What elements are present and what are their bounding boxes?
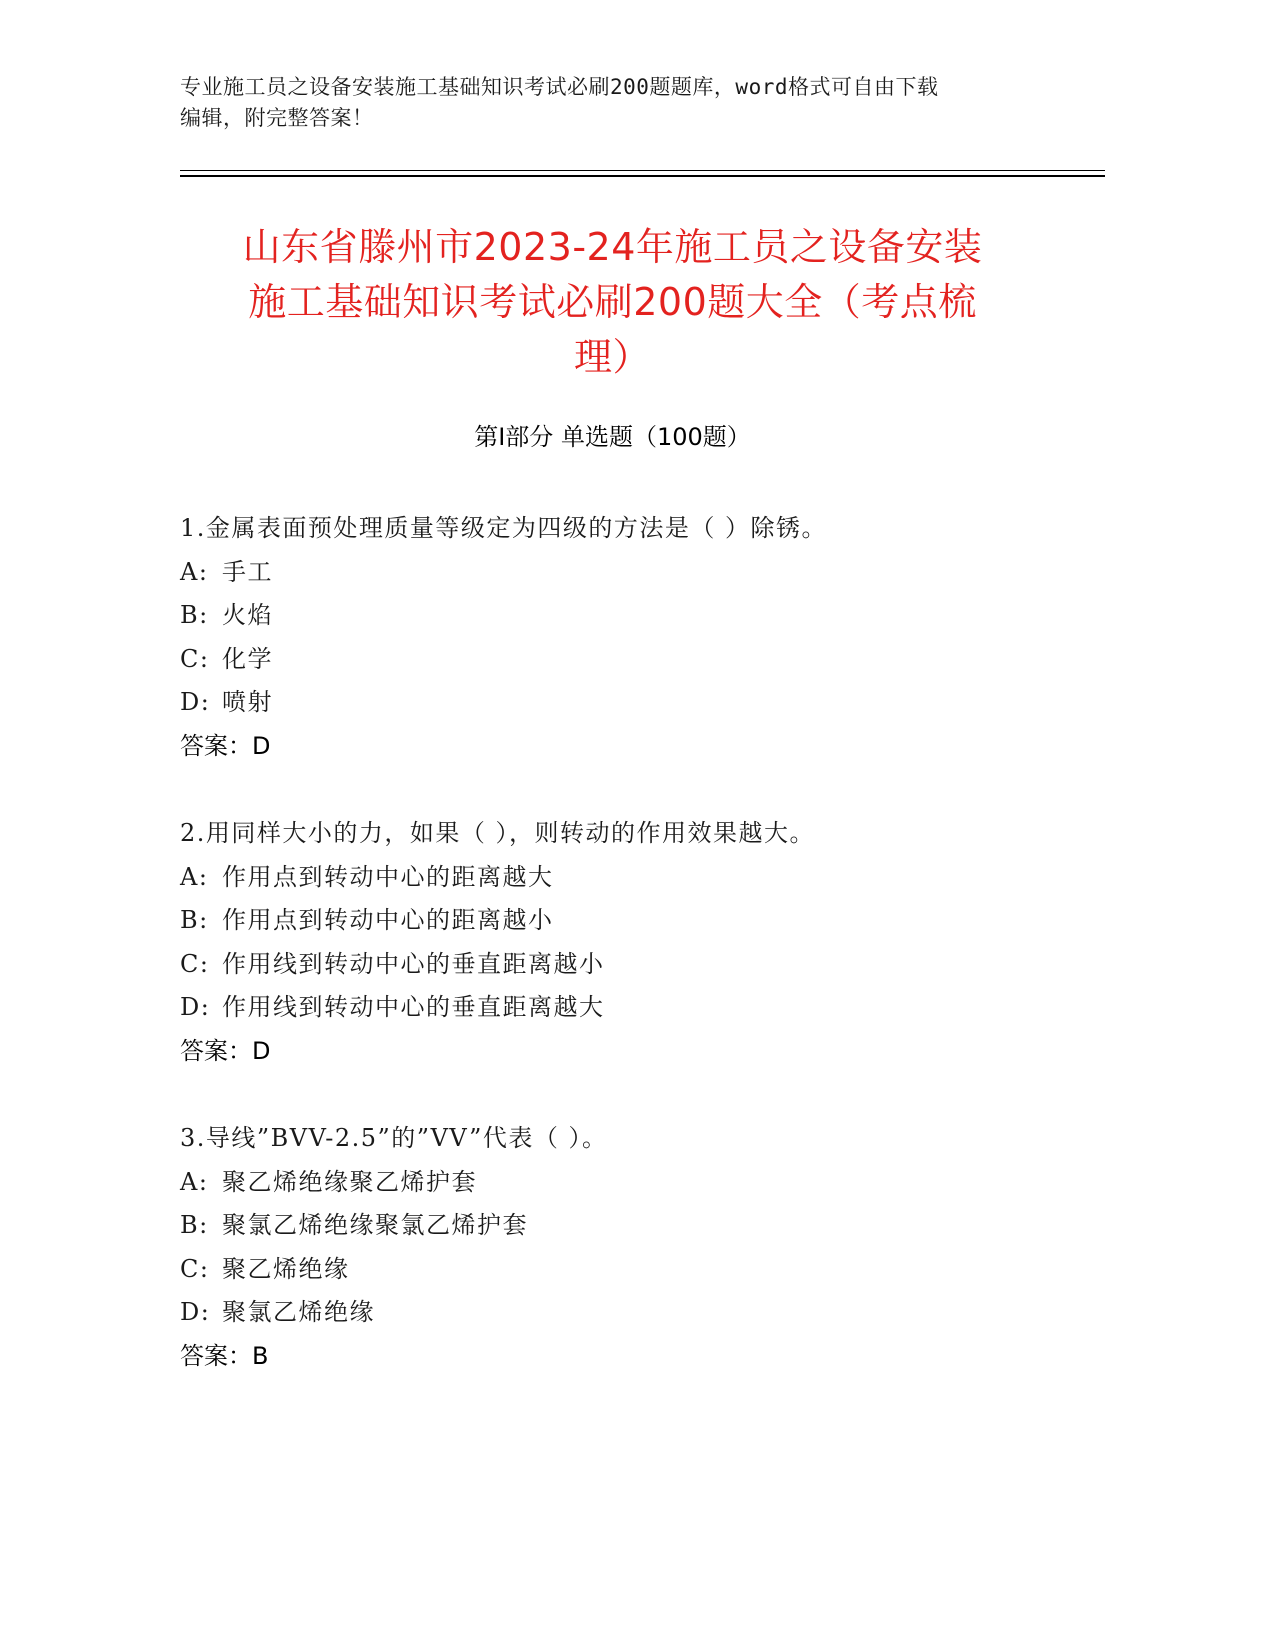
option-text: 火焰 <box>222 601 273 629</box>
option-letter: C: <box>180 644 210 673</box>
answer-line: 答案：D <box>180 731 271 760</box>
section-heading: 第Ⅰ部分 单选题（100题） <box>474 423 751 451</box>
option-letter: A: <box>180 862 209 891</box>
document-title <box>180 220 1045 385</box>
option-letter: B: <box>180 601 209 629</box>
question-stem: 3.导线”BVV-2.5”的”VV”代表（ ）。 <box>180 1124 608 1152</box>
option-text: 作用点到转动中心的距离越小 <box>222 906 554 934</box>
question-stem: 2.用同样大小的力，如果（ ），则转动的作用效果越大。 <box>180 819 816 847</box>
option-text: 手工 <box>222 557 273 586</box>
question-list <box>180 507 1080 1422</box>
option-d <box>180 681 1080 725</box>
option-a <box>180 1161 1080 1205</box>
option-letter: D: <box>180 1298 211 1326</box>
option-letter: C: <box>180 1254 210 1283</box>
document-title-line-1: 山东省滕州市2023-24年施工员之设备安装 <box>242 225 983 269</box>
option-a <box>180 856 1080 900</box>
option-a <box>180 551 1080 595</box>
document-title-line-3: 理） <box>573 335 651 379</box>
option-letter: D: <box>180 993 211 1021</box>
option-b <box>180 899 1080 943</box>
option-text: 作用点到转动中心的距离越大 <box>222 862 554 891</box>
answer-line: 答案：B <box>180 1341 269 1370</box>
option-text: 作用线到转动中心的垂直距离越大 <box>222 993 605 1021</box>
question-3 <box>180 1117 1080 1378</box>
document-title-line-2: 施工基础知识考试必刷200题大全（考点梳 <box>248 280 977 324</box>
option-letter: B: <box>180 1211 209 1239</box>
option-text: 聚乙烯绝缘聚乙烯护套 <box>222 1167 477 1196</box>
header-note <box>180 72 1060 134</box>
option-c <box>180 1248 1080 1292</box>
option-c <box>180 638 1080 682</box>
option-letter: A: <box>180 1167 209 1196</box>
question-2 <box>180 812 1080 1073</box>
question-1 <box>180 507 1080 768</box>
option-letter: A: <box>180 557 209 586</box>
header-divider-thin <box>180 170 1105 171</box>
option-letter: C: <box>180 949 210 978</box>
option-text: 聚氯乙烯绝缘 <box>222 1298 375 1326</box>
option-text: 作用线到转动中心的垂直距离越小 <box>222 949 605 978</box>
option-b <box>180 594 1080 638</box>
option-text: 化学 <box>222 644 273 673</box>
option-d <box>180 986 1080 1030</box>
option-d <box>180 1291 1080 1335</box>
question-stem: 1.金属表面预处理质量等级定为四级的方法是（ ）除锈。 <box>180 514 828 542</box>
header-note-line-1: 专业施工员之设备安装施工基础知识考试必刷200题题库，word格式可自由下载 <box>180 75 939 99</box>
answer-line: 答案：D <box>180 1036 271 1065</box>
option-letter: D: <box>180 688 211 716</box>
header-note-line-2: 编辑，附完整答案！ <box>180 106 374 130</box>
option-letter: B: <box>180 906 209 934</box>
header-divider-thick <box>180 175 1105 177</box>
option-c <box>180 943 1080 987</box>
option-text: 聚氯乙烯绝缘聚氯乙烯护套 <box>222 1211 528 1239</box>
option-b <box>180 1204 1080 1248</box>
option-text: 聚乙烯绝缘 <box>222 1254 350 1283</box>
option-text: 喷射 <box>222 688 273 716</box>
